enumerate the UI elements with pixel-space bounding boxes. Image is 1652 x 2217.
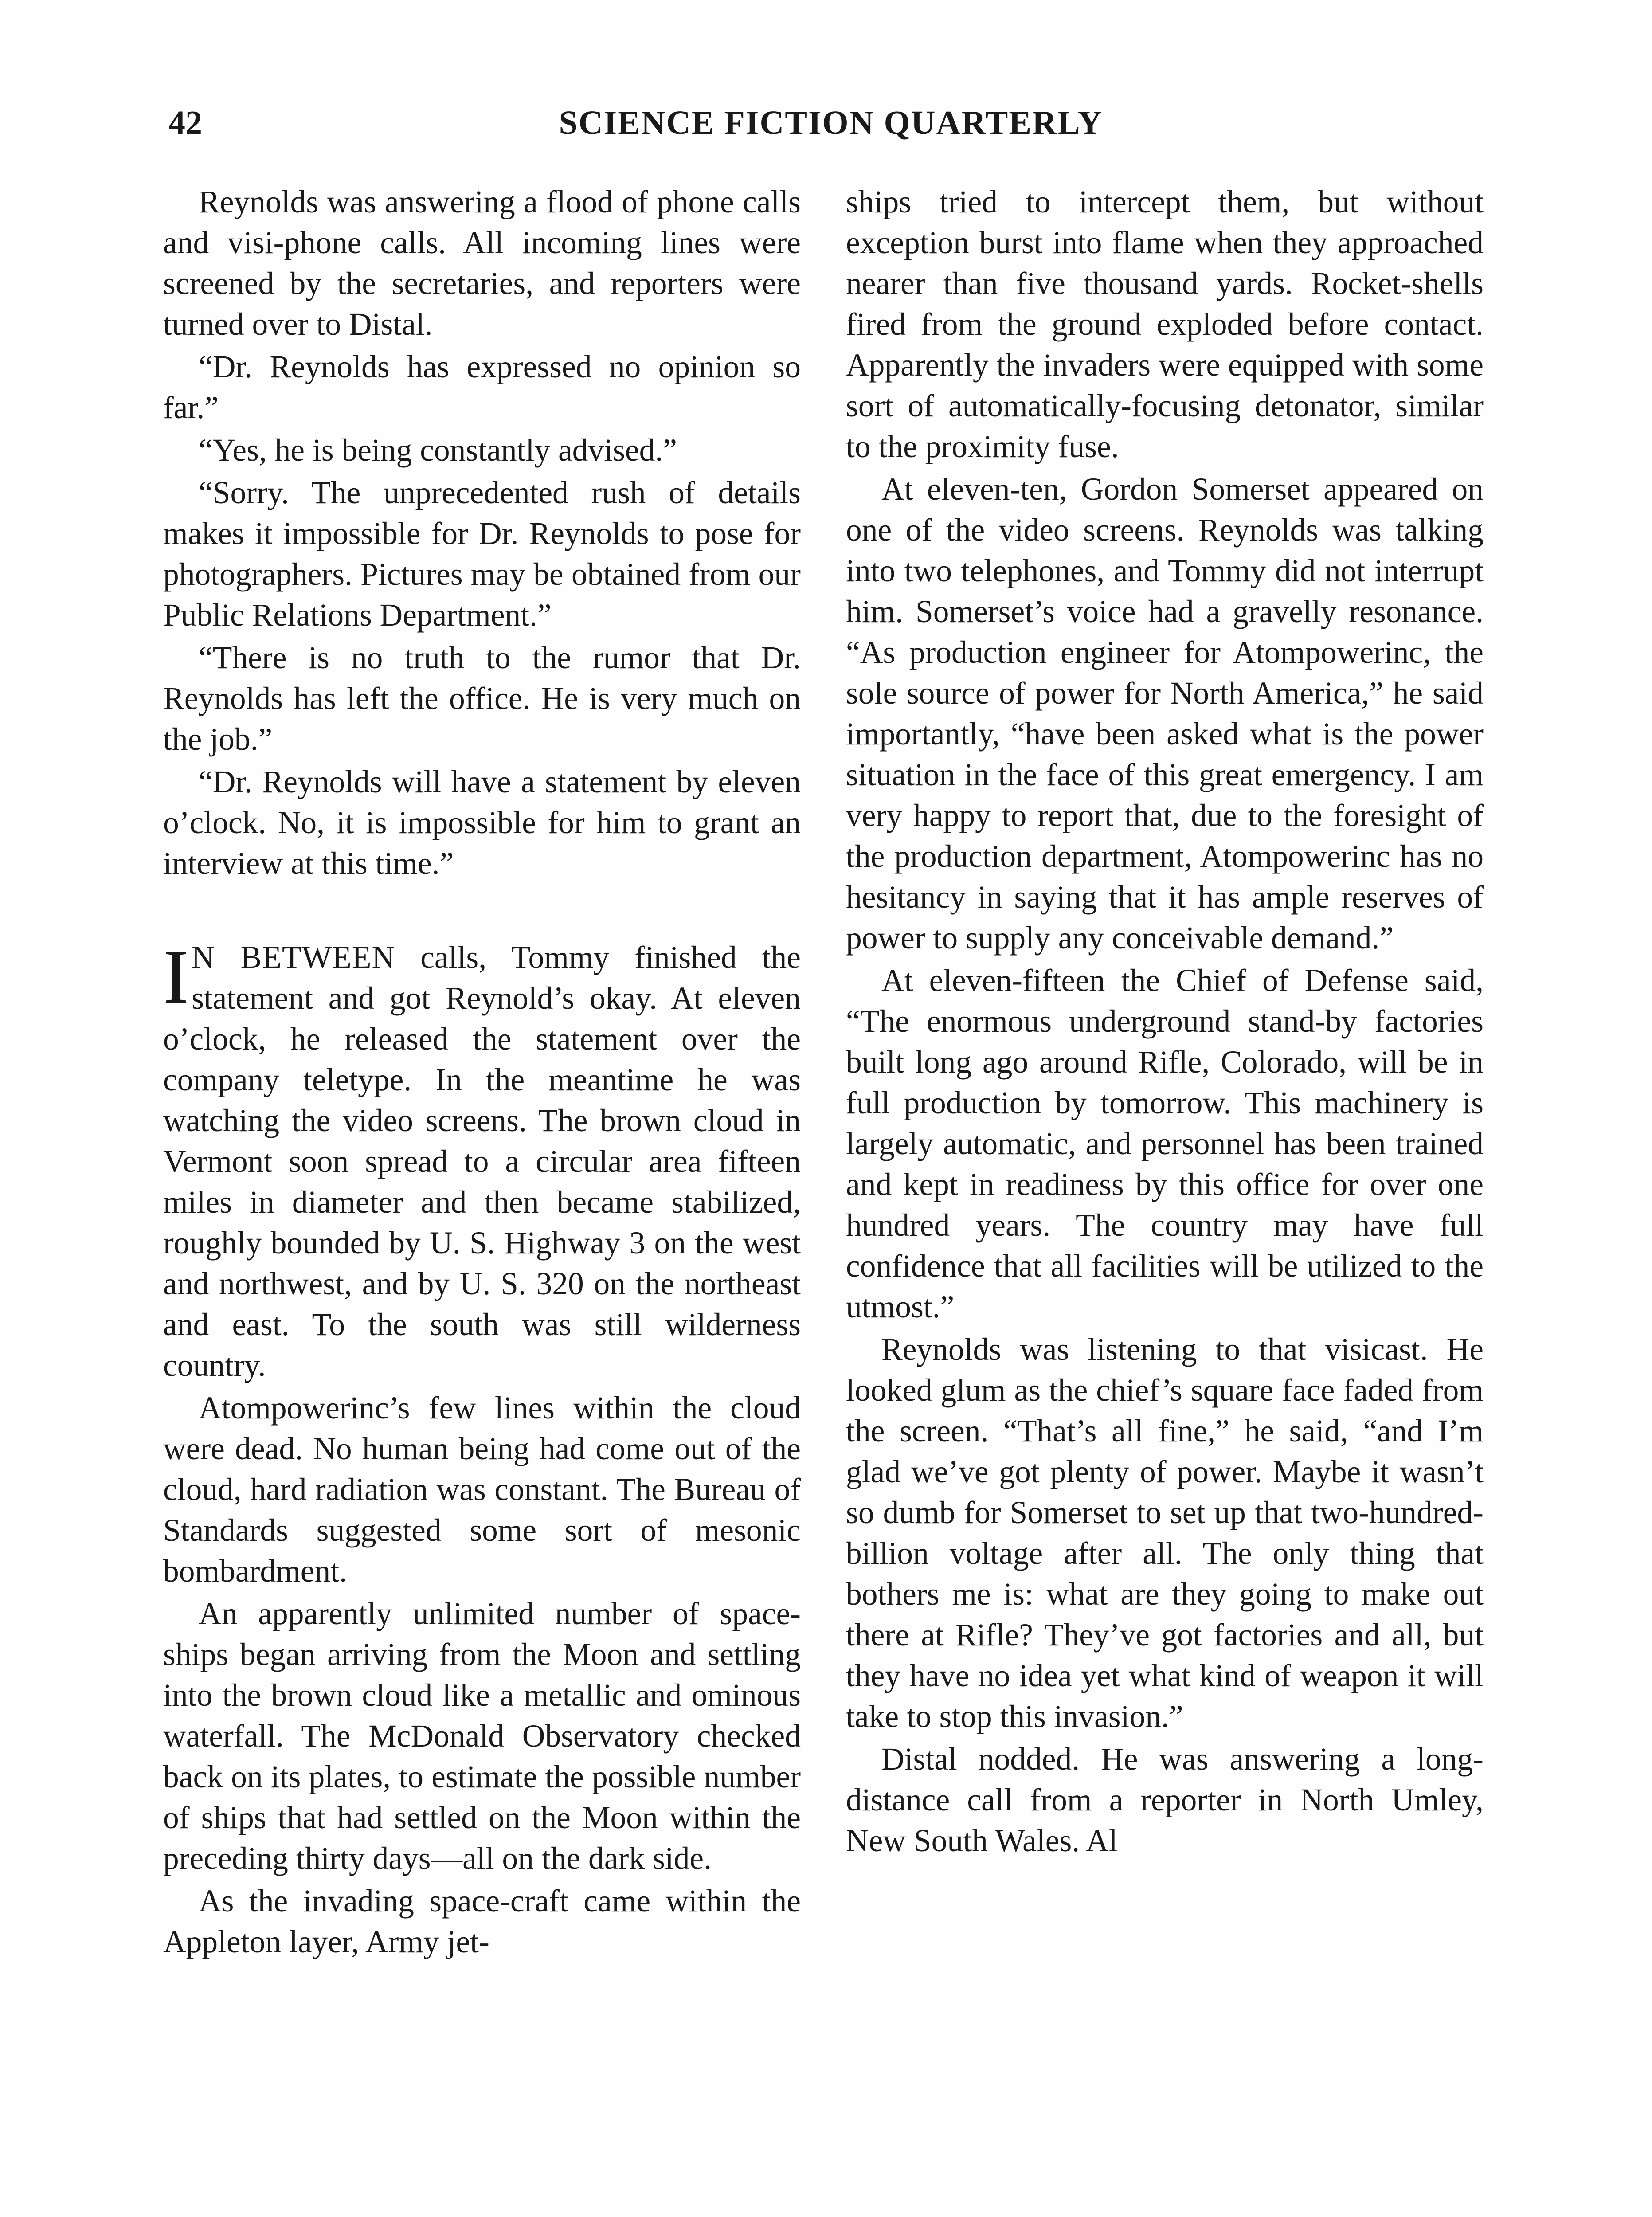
right-column [846, 182, 1484, 1863]
section-paragraph [163, 934, 801, 1386]
lead-in-caps: N BETWEEN [191, 940, 395, 975]
paragraph: “Yes, he is being constantly advised.” [199, 433, 677, 468]
paragraph: Reynolds was answering a flood of phone calls and visi-phone calls. All incoming lines were screened by the secretaries, and reporters were turned over to Distal. [163, 184, 801, 342]
paragraph: Atompowerinc’s few lines within the cloud were dead. No human being had come out of the cloud, hard radiation was constant. The Bureau of Standards suggested some sort of mesonic bombardment. [163, 1391, 801, 1589]
paragraph: “Dr. Reynolds has expressed no opinion so far.” [163, 349, 801, 425]
paragraph: Reynolds was listening to that visicast. He looked glum as the chief’s square face faded from the screen. “That’s all fine,” he said, “and I’m glad we’ve got plenty of power. Maybe it wasn’t so dumb for Somerset to set up that two-hundred-billion voltage after all. The only thing that bothers me is: what are they going to make out there at Rifle? They’ve got factories and all, but they have no idea yet what kind of weapon it will take to stop this invasion.” [846, 1332, 1484, 1734]
paragraph-continued: ships tried to intercept them, but without exception burst into flame when they approached nearer than five thousand yards. Rocket-shells fired from the ground exploded before contact. Apparently the invaders were equipped with some sort of automatically-focusing detonator, similar to the proximity fuse. [846, 184, 1484, 464]
paragraph: At eleven-ten, Gordon Somerset appeared on one of the video screens. Reynolds was talking into two telephones, and Tommy did not interrupt him. Somerset’s voice had a gravelly resonance. “As production engineer for Atompowerinc, the sole source of power for North America,” he said importantly, “have been asked what is the power situation in the face of this great emergency. I am very happy to report that, due to the foresight of the production department, Atompowerinc has no hesitancy in saying that it has ample reserves of power to supply any conceivable demand.” [846, 472, 1484, 956]
running-title: SCIENCE FICTION QUARTERLY [559, 104, 1103, 141]
page-number: 42 [168, 104, 202, 141]
paragraph: An apparently unlimited number of space-ships began arriving from the Moon and settling into the brown cloud like a metallic and ominous waterfall. The McDonald Observatory checked back on its plates, to estimate the possible number of ships that had settled on the Moon within the preceding thirty days—all on the dark side. [163, 1596, 801, 1876]
page-header [168, 98, 1493, 147]
paragraph: At eleven-fifteen the Chief of Defense said, “The enormous underground stand-by factories built long ago around Rifle, Colorado, will be in full production by tomorrow. This machinery is largely automatic, and personnel has been trained and kept in readiness by this office for over one hundred years. The country may have full confidence that all facilities will be utilized to the utmost.” [846, 963, 1484, 1324]
left-column [163, 182, 801, 1964]
drop-cap: I [163, 934, 189, 1019]
paragraph: Distal nodded. He was answering a long-distance call from a reporter in North Umley, New South Wales. Al [846, 1742, 1484, 1858]
paragraph: “Sorry. The unprecedented rush of details makes it impossible for Dr. Reynolds to pose for photographers. Pictures may be obtained from our Public Relations Department.” [163, 475, 801, 633]
paragraph: “Dr. Reynolds will have a statement by eleven o’clock. No, it is impossible for him to grant an interview at this time.” [163, 764, 801, 881]
paragraph-text: calls, Tommy finished the statement and got Reynold’s okay. At eleven o’clock, he released the statement over the company teletype. In the meantime he was watching the video screens. The brown cloud in Vermont soon spread to a circular area fifteen miles in diameter and then became stabilized, roughly bounded by U. S. Highway 3 on the west and northwest, and by U. S. 320 on the northeast and east. To the south was still wilderness country. [163, 940, 801, 1383]
paragraph: “There is no truth to the rumor that Dr. Reynolds has left the office. He is very much on the job.” [163, 640, 801, 757]
paragraph: As the invading space-craft came within the Appleton layer, Army jet- [163, 1884, 801, 1959]
